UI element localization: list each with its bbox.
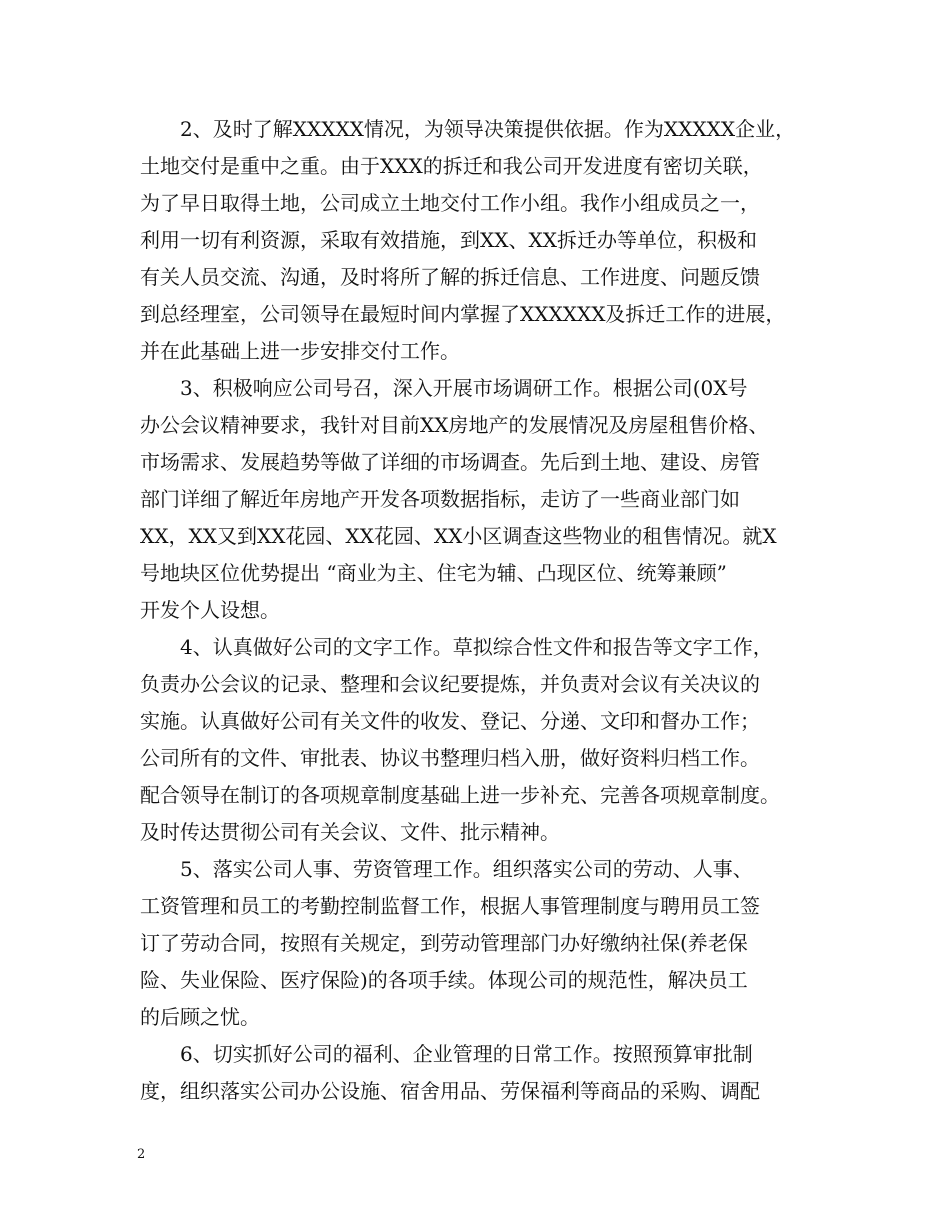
- text-line: 3、积极响应公司号召，深入开展市场调研工作。根据公司(0X号: [180, 376, 748, 400]
- page-number: 2: [137, 1147, 146, 1162]
- text-line: 及时传达贯彻公司有关会议、文件、批示精神。: [140, 820, 560, 844]
- text-line: 度，组织落实公司办公设施、宿舍用品、劳保福利等商品的采购、调配: [140, 1079, 760, 1103]
- text-line: 实施。认真做好公司有关文件的收发、登记、分递、文印和督办工作；: [140, 709, 760, 733]
- text-line: 有关人员交流、沟通，及时将所了解的拆迁信息、工作进度、问题反馈: [140, 265, 760, 289]
- text-line: 4、认真做好公司的文字工作。草拟综合性文件和报告等文字工作，: [180, 635, 773, 659]
- text-line: 土地交付是重中之重。由于XXX的拆迁和我公司开发进度有密切关联，: [140, 154, 763, 178]
- text-line: 利用一切有利资源，采取有效措施，到XX、XX拆迁办等单位，积极和: [140, 228, 757, 252]
- text-line: 订了劳动合同，按照有关规定，到劳动管理部门办好缴纳社保(养老保: [140, 931, 748, 955]
- text-line: 到总经理室，公司领导在最短时间内掌握了XXXXXX及拆迁工作的进展，: [140, 302, 786, 326]
- text-line: 为了早日取得土地，公司成立土地交付工作小组。我作小组成员之一，: [140, 191, 760, 215]
- text-line: 工资管理和员工的考勤控制监督工作，根据人事管理制度与聘用员工签: [140, 894, 760, 918]
- text-line: 配合领导在制订的各项规章制度基础上进一步补充、完善各项规章制度。: [140, 783, 780, 807]
- text-line: 办公会议精神要求，我针对目前XX房地产的发展情况及房屋租售价格、: [140, 413, 769, 437]
- text-line: 开发个人设想。: [140, 598, 280, 622]
- text-line: 的后顾之忧。: [140, 1005, 260, 1029]
- text-line: 公司所有的文件、审批表、协议书整理归档入册，做好资料归档工作。: [140, 746, 760, 770]
- text-line: 6、切实抓好公司的福利、企业管理的日常工作。按照预算审批制: [180, 1042, 753, 1066]
- text-line: 5、落实公司人事、劳资管理工作。组织落实公司的劳动、人事、: [180, 857, 753, 881]
- text-line: 并在此基础上进一步安排交付工作。: [140, 339, 460, 363]
- text-line: XX，XX又到XX花园、XX花园、XX小区调查这些物业的租售情况。就X: [140, 524, 777, 548]
- text-line: 号地块区位优势提出 “商业为主、住宅为辅、凸现区位、统筹兼顾”: [140, 561, 727, 585]
- text-line: 负责办公会议的记录、整理和会议纪要提炼，并负责对会议有关决议的: [140, 672, 760, 696]
- text-line: 市场需求、发展趋势等做了详细的市场调查。先后到土地、建设、房管: [140, 450, 760, 474]
- text-line: 险、失业保险、医疗保险)的各项手续。体现公司的规范性，解决员工: [140, 968, 748, 992]
- text-line: 部门详细了解近年房地产开发各项数据指标，走访了一些商业部门如: [140, 487, 740, 511]
- text-line: 2、及时了解XXXXX情况，为领导决策提供依据。作为XXXXX企业，: [180, 117, 796, 141]
